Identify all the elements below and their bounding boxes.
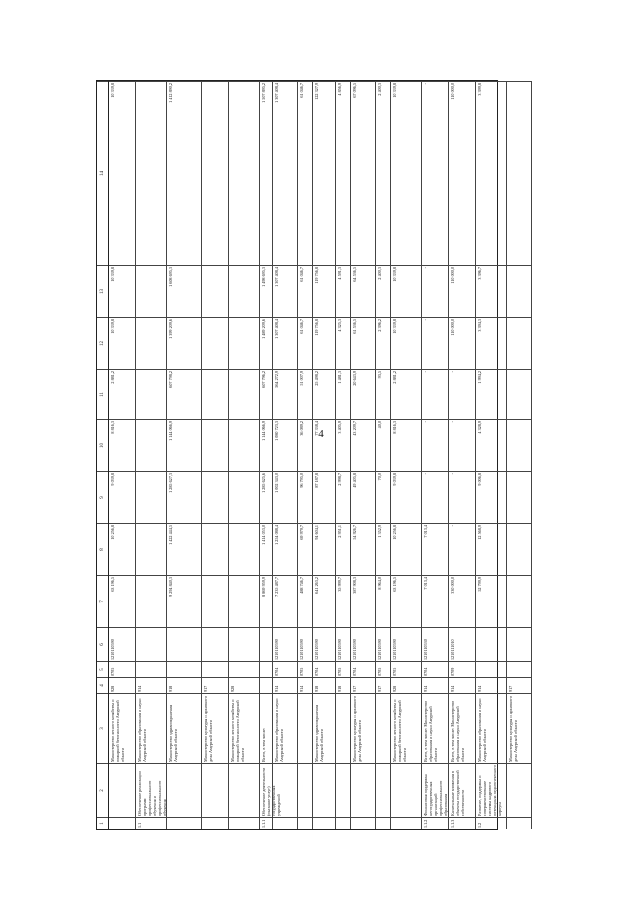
table-row — [391, 81, 422, 829]
table-body — [97, 81, 518, 829]
table-cell — [202, 471, 228, 523]
table-rows — [109, 81, 532, 829]
table-cell — [376, 763, 390, 817]
table-cell: 1.1 — [136, 817, 166, 829]
table-cell: Министерство образования и науки Амурской области — [273, 693, 297, 763]
table-cell: 1 498 695,3 — [260, 265, 272, 317]
table-cell: 12 568,9 — [476, 523, 506, 575]
table-cell: 914 — [422, 677, 448, 693]
table-cell: - — [449, 369, 475, 419]
table-cell: 1.1.3 — [449, 817, 475, 829]
table-cell: Обеспечение реализации программ профессионального обучения и профессионального обучения — [136, 763, 166, 817]
table-cell — [229, 419, 259, 471]
table-cell — [202, 661, 228, 677]
page-number: 4 — [318, 428, 324, 440]
table-cell — [136, 627, 166, 661]
table-cell — [336, 763, 350, 817]
table-cell: 51 007,9 — [298, 369, 312, 419]
table-cell: Министерство лесного хозяйства и пожарной безопасности Амурской области — [229, 693, 259, 763]
table-cell: 1 399 209,6 — [167, 317, 201, 369]
table-cell: Министерство лесного хозяйства и пожарной безопасности Амурской области — [109, 693, 135, 763]
table-cell: 917 — [507, 677, 531, 693]
table-cell — [507, 265, 531, 317]
table-cell: 1 352,9 — [376, 523, 390, 575]
table-cell: 119 756,8 — [313, 265, 335, 317]
table-cell: 43 209,7 — [351, 419, 375, 471]
table-cell: 3 399,8 — [476, 81, 506, 265]
table-cell: 3 396,7 — [476, 265, 506, 317]
table-cell — [229, 627, 259, 661]
table-cell: 488 746,7 — [298, 575, 312, 627]
table-cell — [507, 817, 531, 829]
table-row — [273, 81, 298, 829]
table-cell: 330 000,0 — [449, 575, 475, 627]
table-cell: 110 000,0 — [449, 265, 475, 317]
table-cell: 9 039,8 — [391, 471, 421, 523]
table-cell: - — [422, 317, 448, 369]
table-cell: Министерство образования и науки Амурской области — [476, 693, 506, 763]
table-cell: 1 144 066,9 — [167, 419, 201, 471]
column-number: 14 — [97, 81, 108, 265]
table-cell: 122 327,9 — [313, 81, 335, 265]
table-cell: - — [422, 265, 448, 317]
table-row — [202, 81, 229, 829]
table-cell: 0704 — [273, 661, 297, 677]
table-cell: 914 — [298, 677, 312, 693]
table-cell: 7 013,4 — [422, 575, 448, 627]
table-cell: 1210111010 — [449, 627, 475, 661]
table-cell: 0704 — [351, 661, 375, 677]
table-cell — [507, 317, 531, 369]
table-cell: 7 013,4 — [422, 523, 448, 575]
table-cell: 9 006,8 — [476, 471, 506, 523]
table-row — [298, 81, 313, 829]
column-number: 11 — [97, 369, 108, 419]
table-cell: 54 926,7 — [351, 523, 375, 575]
table-row — [109, 81, 136, 829]
table-cell: 1210110590 — [313, 627, 335, 661]
table-cell: 0705 — [298, 661, 312, 677]
table-cell: 917 — [376, 677, 390, 693]
table-cell: 1 307 408,4 — [273, 317, 297, 369]
table-cell — [507, 763, 531, 817]
table-cell: 1 144 066,9 — [260, 419, 272, 471]
column-number: 5 — [97, 661, 108, 677]
table-cell — [507, 81, 531, 265]
table-cell: 1 285 625,6 — [260, 471, 272, 523]
table-cell — [376, 817, 390, 829]
table-cell: 2 951,1 — [336, 523, 350, 575]
table-cell — [229, 369, 259, 419]
table-cell — [136, 523, 166, 575]
table-cell: 0705 — [391, 661, 421, 677]
table-cell: 1 994,2 — [476, 369, 506, 419]
table-cell — [136, 575, 166, 627]
table-cell — [136, 265, 166, 317]
table-cell: 63 196,5 — [109, 575, 135, 627]
table-cell: 914 — [273, 677, 297, 693]
table-cell: 1 507 895,2 — [260, 81, 272, 265]
table-cell: 1.2 — [476, 817, 506, 829]
column-number: 4 — [97, 677, 108, 693]
table-cell: 914 — [476, 677, 506, 693]
table-cell — [507, 471, 531, 523]
table-cell — [351, 817, 375, 829]
column-number: 7 — [97, 575, 108, 627]
table-cell: 9 039,8 — [109, 471, 135, 523]
table-cell: 10 256,8 — [109, 523, 135, 575]
table-cell: 1210110590 — [273, 627, 297, 661]
table-cell: 641 263,2 — [313, 575, 335, 627]
table-cell: Всего, в том числе: Министерство образования и науки Амурской области — [422, 693, 448, 763]
table-cell: 61 536,5 — [351, 317, 375, 369]
table-cell: 2 400,3 — [376, 265, 390, 317]
table-cell: 1 481,3 — [336, 369, 350, 419]
table-cell: 2 400,3 — [376, 81, 390, 265]
table-cell: 1 080 723,3 — [273, 419, 297, 471]
table-cell: 1210110590 — [336, 627, 350, 661]
column-number: 13 — [97, 265, 108, 317]
table-cell: 1 307 408,4 — [273, 81, 297, 265]
column-number: 8 — [97, 523, 108, 575]
table-cell: 1 254 088,4 — [273, 523, 297, 575]
table-cell: 1 285 627,3 — [167, 471, 201, 523]
table-cell: 93,5 — [376, 369, 390, 419]
table-cell: 87 187,8 — [313, 471, 335, 523]
table-cell: 1 307 408,4 — [273, 265, 297, 317]
table-row — [476, 81, 507, 829]
column-number-row — [97, 81, 109, 829]
table-cell — [229, 81, 259, 265]
column-number: 10 — [97, 419, 108, 471]
table-cell: 3 405,9 — [336, 419, 350, 471]
table-row — [351, 81, 376, 829]
table-cell — [167, 763, 201, 817]
table-cell: 10 339,8 — [109, 265, 135, 317]
table-cell: 0705 — [336, 661, 350, 677]
table-cell: 564 272,9 — [273, 369, 297, 419]
table-row — [229, 81, 260, 829]
table-cell: 4 325,3 — [336, 317, 350, 369]
table-cell — [507, 627, 531, 661]
table-cell: 8 869 959,9 — [260, 575, 272, 627]
table-cell: 70,0 — [376, 471, 390, 523]
table-cell: 0705 — [109, 661, 135, 677]
table-cell: 0704 — [313, 661, 335, 677]
table-cell — [202, 763, 228, 817]
table-cell — [336, 693, 350, 763]
table-cell — [336, 817, 350, 829]
table-cell — [229, 471, 259, 523]
table-cell — [260, 677, 272, 693]
table-cell — [507, 419, 531, 471]
table-cell: 61 046,7 — [298, 265, 312, 317]
table-cell: - — [422, 369, 448, 419]
table-cell: 917 — [202, 677, 228, 693]
table-cell: 67 096,5 — [351, 81, 375, 265]
table-cell: Министерство культуры и архивного дела Амурской области — [507, 693, 531, 763]
table-cell — [507, 661, 531, 677]
table-cell — [229, 575, 259, 627]
table-cell — [202, 419, 228, 471]
table-cell: Министерство образования и науки Амурской области — [136, 693, 166, 763]
table-cell: 1210110590 — [376, 627, 390, 661]
table-cell: - — [422, 81, 448, 265]
table-cell: 1210110530 — [422, 627, 448, 661]
table-cell: 914 — [449, 677, 475, 693]
table-cell: Капитальные вложения в объекты государственной собственности — [449, 763, 475, 817]
table-cell — [298, 817, 312, 829]
column-number: 1 — [97, 817, 108, 829]
table-cell — [109, 817, 135, 829]
table-cell — [313, 763, 335, 817]
table-cell: 10 339,8 — [391, 81, 421, 265]
table-cell — [202, 523, 228, 575]
table-cell: 77 338,4 — [313, 419, 335, 471]
table-cell: 9 294 840,3 — [167, 575, 201, 627]
table-cell — [202, 81, 228, 265]
table-cell: 928 — [391, 677, 421, 693]
table-cell: 64 536,5 — [351, 265, 375, 317]
table-cell: 928 — [109, 677, 135, 693]
table-cell: 918 — [313, 677, 335, 693]
table-cell — [136, 419, 166, 471]
table-cell — [229, 317, 259, 369]
table-cell — [260, 627, 272, 661]
table-cell: 928 — [229, 677, 259, 693]
table-row — [336, 81, 351, 829]
table-cell: 1 414 053,0 — [260, 523, 272, 575]
rotated-budget-table — [96, 80, 518, 830]
table-cell: 4 856,9 — [336, 81, 350, 265]
table-cell: 110 000,0 — [449, 81, 475, 265]
table-cell — [298, 693, 312, 763]
table-cell — [202, 317, 228, 369]
table-cell: 2 396,2 — [376, 317, 390, 369]
table-cell: 0704 — [422, 661, 448, 677]
table-cell: 8 816,3 — [109, 419, 135, 471]
table-cell: 3 394,3 — [476, 317, 506, 369]
table-cell — [313, 817, 335, 829]
table-cell — [273, 817, 297, 829]
table-cell — [229, 265, 259, 317]
table-cell: 10 339,8 — [391, 317, 421, 369]
table-cell: 607 798,2 — [167, 369, 201, 419]
table-cell: 40,0 — [376, 419, 390, 471]
table-cell: 1210110590 — [351, 627, 375, 661]
table-cell: 10 339,8 — [391, 265, 421, 317]
table-cell — [202, 627, 228, 661]
table-cell — [136, 369, 166, 419]
table-cell: 1 489 209,6 — [260, 317, 272, 369]
table-cell: Финансовая поддержка негосударственных организаций профессионального образования — [422, 763, 448, 817]
table-cell: 7 235 487,7 — [273, 575, 297, 627]
table-row — [422, 81, 449, 829]
table-cell — [476, 661, 506, 677]
table-cell — [202, 265, 228, 317]
table-cell — [202, 817, 228, 829]
table-cell: Министерство культуры и архивного дела Амурской области — [351, 693, 375, 763]
table-cell: 1.1.1 — [260, 817, 272, 829]
table-cell — [229, 661, 259, 677]
table-cell — [229, 523, 259, 575]
table-cell: 25 498,2 — [313, 369, 335, 419]
table-cell — [391, 763, 421, 817]
table-cell: Министерство лесного хозяйства и пожарной безопасности Амурской области — [391, 693, 421, 763]
table-cell: 110 000,0 — [449, 317, 475, 369]
table-cell — [202, 575, 228, 627]
table-cell: 61 046,7 — [298, 81, 312, 265]
table-cell: 4 591,3 — [336, 265, 350, 317]
table-cell: 2 881,2 — [109, 369, 135, 419]
table-cell: 1210110590 — [298, 627, 312, 661]
column-number: 3 — [97, 693, 108, 763]
table-cell: 10 256,8 — [391, 523, 421, 575]
table-cell: 94 604,1 — [313, 523, 335, 575]
table-row — [167, 81, 202, 829]
table-cell — [136, 471, 166, 523]
table-cell — [273, 763, 297, 817]
table-cell: 49 405,8 — [351, 471, 375, 523]
table-cell: 1210110590 — [109, 627, 135, 661]
table-cell: 2 998,7 — [336, 471, 350, 523]
table-cell: 1 412 890,2 — [167, 81, 201, 265]
table-cell: 63 196,5 — [391, 575, 421, 627]
table-row — [136, 81, 167, 829]
table-cell: 119 756,8 — [313, 317, 335, 369]
table-cell: 607 796,2 — [260, 369, 272, 419]
column-number: 6 — [97, 627, 108, 661]
column-number: 9 — [97, 471, 108, 523]
table-cell: 61 046,7 — [298, 317, 312, 369]
table-cell: - — [422, 471, 448, 523]
table-cell: 4 328,9 — [476, 419, 506, 471]
table-cell — [202, 369, 228, 419]
table-cell: 10 339,8 — [109, 81, 135, 265]
table-cell — [391, 817, 421, 829]
table-cell: 0709 — [449, 661, 475, 677]
table-cell: 1210110590 — [391, 627, 421, 661]
table-cell — [507, 523, 531, 575]
table-cell: - — [422, 419, 448, 471]
table-cell — [229, 763, 259, 817]
table-cell: Министерство культуры и архивного дела Амурской области — [202, 693, 228, 763]
table-cell: 52 799,9 — [476, 575, 506, 627]
table-cell: 914 — [136, 677, 166, 693]
table-cell: 917 — [351, 677, 375, 693]
table-cell: Всего, в том числе: — [260, 693, 272, 763]
table-cell: 1 002 343,0 — [273, 471, 297, 523]
table-row — [313, 81, 336, 829]
table-cell — [376, 693, 390, 763]
table-row — [376, 81, 391, 829]
table-cell: 10 339,8 — [109, 317, 135, 369]
table-cell: 1 608 695,3 — [167, 265, 201, 317]
table-cell — [229, 817, 259, 829]
table-cell: 8 964,0 — [376, 575, 390, 627]
table-cell — [507, 575, 531, 627]
table-cell: - — [449, 523, 475, 575]
column-number: 2 — [97, 763, 108, 817]
table-cell: Министерство здравоохранения Амурской области — [313, 693, 335, 763]
table-cell: 36 089,2 — [298, 419, 312, 471]
table-cell: 918 — [167, 677, 201, 693]
table-cell: 918 — [336, 677, 350, 693]
table-row — [507, 81, 532, 829]
table-cell — [351, 763, 375, 817]
table-cell: Развитие, поддержка и совершенствование системы кадрового потенциала педагогического корпуса — [476, 763, 506, 817]
table-cell: 8 816,3 — [391, 419, 421, 471]
table-cell — [260, 661, 272, 677]
table-cell — [298, 763, 312, 817]
table-cell: - — [449, 471, 475, 523]
table-cell: 1.1.2 — [422, 817, 448, 829]
table-cell: 387 908,3 — [351, 575, 375, 627]
table-cell — [136, 317, 166, 369]
table-cell — [507, 369, 531, 419]
table-cell: Всего, в том числе: Министерство образования и науки Амурской области — [449, 693, 475, 763]
table-cell — [109, 763, 135, 817]
table-cell — [167, 817, 201, 829]
table-cell: 1 422 444,5 — [167, 523, 201, 575]
table-cell — [167, 661, 201, 677]
column-number: 12 — [97, 317, 108, 369]
table-cell: 20 643,9 — [351, 369, 375, 419]
table-cell: - — [449, 419, 475, 471]
table-cell — [136, 661, 166, 677]
table-cell: 2 881,2 — [391, 369, 421, 419]
table-cell: 96 795,0 — [298, 471, 312, 523]
table-cell — [136, 81, 166, 265]
table-cell: 0705 — [376, 661, 390, 677]
table-cell — [476, 627, 506, 661]
table-cell — [167, 627, 201, 661]
table-cell: 69 979,7 — [298, 523, 312, 575]
table-cell: Министерство здравоохранения Амурской области — [167, 693, 201, 763]
table-cell: Обеспечение деятельности (оказание услуг) государственных учреждений — [260, 763, 272, 817]
table-row — [449, 81, 476, 829]
table-cell: 35 999,7 — [336, 575, 350, 627]
